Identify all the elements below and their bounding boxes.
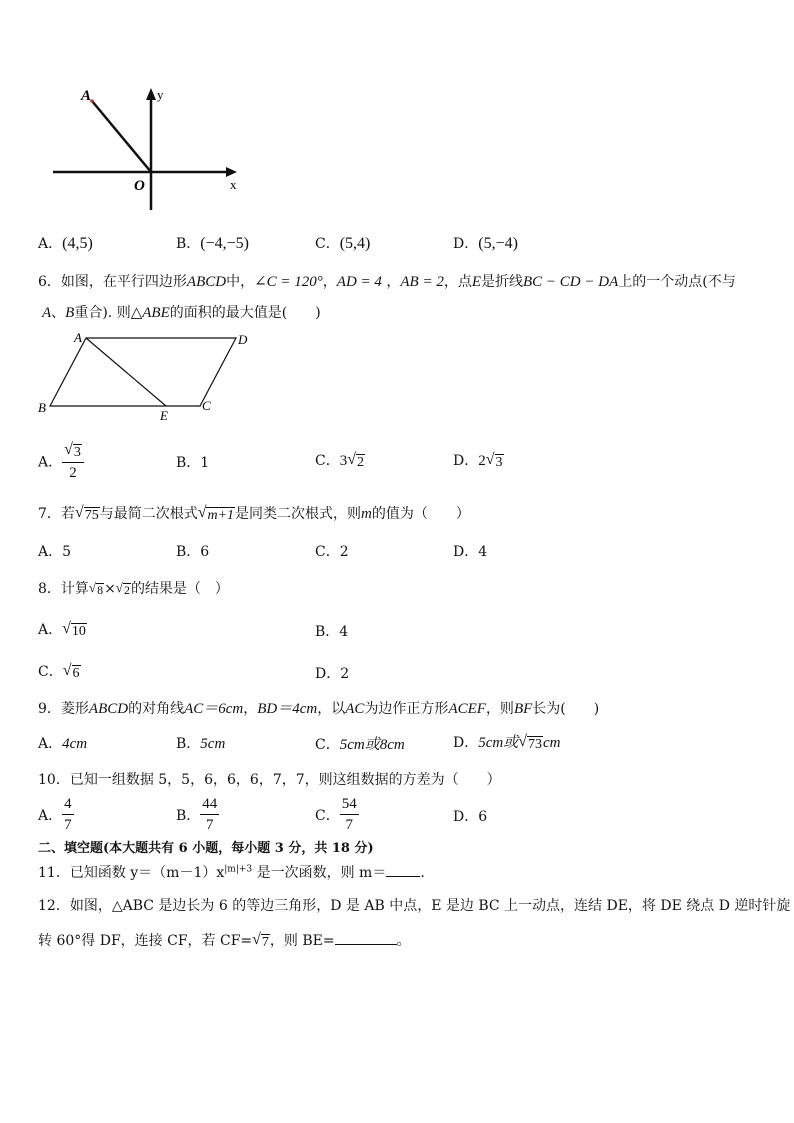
q5-option-a[interactable]: A．(4,5): [38, 235, 93, 252]
label-a: A: [74, 330, 82, 345]
q6-stem-line1: 6．如图，在平行四边形ABCD中，∠C = 120°，AD = 4 ，AB = 2，点E是折线BC − CD − DA上的一个动点(不与: [38, 274, 736, 290]
q9-option-d[interactable]: D．5cm或 √ 73 cm: [453, 732, 561, 752]
q6-option-b[interactable]: B．1: [176, 455, 210, 471]
q6-stem-line2: A、B重合). 则△ABE的面积的最大值是( ): [42, 305, 321, 321]
section-heading: 二、填空题(本大题共有 6 小题，每小题 3 分，共 18 分): [38, 841, 374, 856]
q12-stem-line1: 12．如图，△ABC 是边长为 6 的等边三角形，D 是 AB 中点，E 是边 BC 上一动点，连结 DE，将 DE 绕点 D 逆时针旋: [38, 898, 791, 914]
q8-option-b[interactable]: B．4: [315, 624, 349, 640]
q12-stem-line2: 转 60°得 DF，连接 CF，若 CF= √ 7 ，则 BE= 。: [38, 930, 411, 950]
q8-stem: 8．计算 √ 8 × √ 2 的结果是（ ）: [38, 579, 229, 597]
q7-option-b[interactable]: B．6: [176, 544, 210, 560]
q12-answer-blank[interactable]: [335, 930, 397, 945]
q5-coordinate-figure: [50, 84, 250, 214]
q9-option-c[interactable]: C．5cm或8cm: [315, 737, 405, 753]
q10-option-a[interactable]: A． $\frac{4}{7}$: [38, 796, 72, 833]
q7-option-d[interactable]: D．4: [453, 544, 488, 560]
label-c: C: [202, 398, 211, 413]
q11-stem: 11．已知函数 $y=(m-1)x^{|m|+3}$ 是一次函数，则 m＝ .: [38, 862, 425, 882]
label-y: y: [157, 87, 164, 102]
y-axis-arrow-icon: [146, 88, 156, 100]
q8-option-a[interactable]: A． √ 10: [38, 619, 86, 639]
q7-stem: 7．若 √ 75 与最简二次根式 √ m+1 是同类二次根式，则m的值为（ ）: [38, 503, 470, 523]
q6-parallelogram-figure: [34, 328, 264, 424]
label-o: O: [134, 178, 145, 194]
label-x: x: [230, 177, 237, 192]
segment-ae: [86, 338, 166, 406]
q5-option-d[interactable]: D．(5,−4): [453, 235, 518, 252]
q9-stem: 9．菱形ABCD的对角线AC＝6cm，BD＝4cm，以AC为边作正方形ACEF，则BF长为( ): [38, 701, 600, 717]
q9-option-a[interactable]: A．4cm: [38, 736, 88, 752]
q6-option-a[interactable]: A． √ 3 2: [38, 442, 84, 481]
label-b: B: [38, 400, 46, 415]
x-axis-arrow-icon: [226, 167, 237, 177]
q10-stem: 10．已知一组数据 5，5，6，6，6，7，7，则这组数据的方差为（ ）: [38, 772, 501, 788]
parallelogram-abcd: [50, 338, 236, 406]
q10-option-c[interactable]: C． $\frac{54}{7}$: [315, 796, 357, 833]
q8-option-c[interactable]: C． √ 6: [38, 661, 80, 681]
segment-oa: [92, 101, 151, 172]
q8-option-d[interactable]: D．2: [315, 666, 350, 682]
q10-option-b[interactable]: B． $\frac{44}{7}$: [176, 796, 218, 833]
q5-option-b[interactable]: B．(−4,−5): [176, 235, 249, 252]
label-a: A: [81, 88, 92, 104]
q11-answer-blank[interactable]: [386, 862, 420, 877]
label-d: D: [238, 332, 248, 347]
q6-option-c[interactable]: C．3 √ 2: [315, 450, 364, 470]
q6-option-d[interactable]: D．2 √ 3: [453, 450, 503, 470]
q7-option-c[interactable]: C．2: [315, 544, 349, 560]
label-e: E: [160, 408, 168, 423]
q10-option-d[interactable]: D．6: [453, 809, 488, 825]
q9-option-b[interactable]: B．5cm: [176, 736, 226, 752]
q7-option-a[interactable]: A．5: [38, 544, 72, 560]
q5-option-c[interactable]: C．(5,4): [315, 235, 371, 252]
